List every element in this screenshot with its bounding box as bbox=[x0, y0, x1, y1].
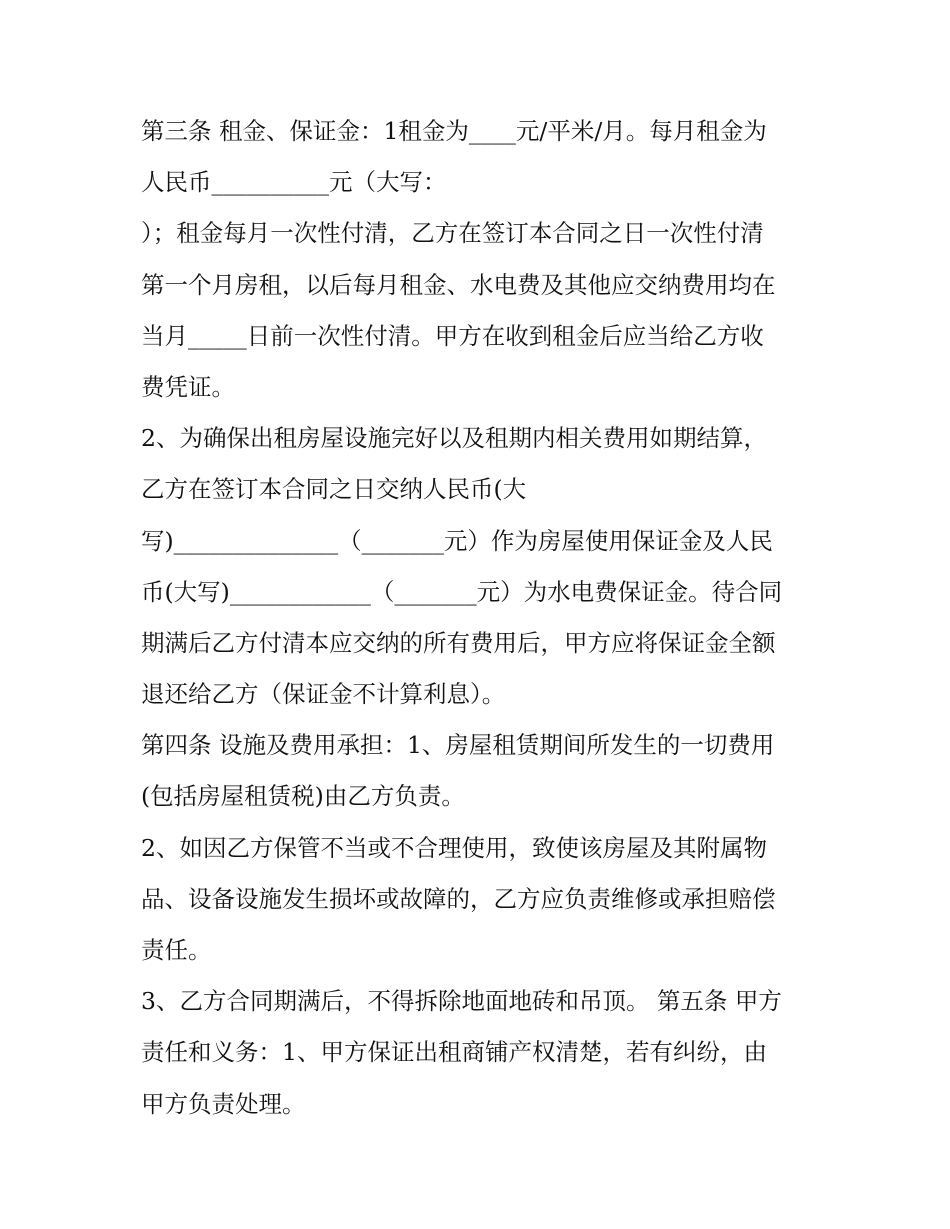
text-line: 2、为确保出租房屋设施完好以及租期内相关费用如期结算， bbox=[141, 424, 767, 453]
text-line: 第四条 设施及费用承担：1、房屋租赁期间所发生的一切费用 bbox=[141, 731, 775, 760]
text-line: 责任。 bbox=[141, 936, 212, 964]
text-line: 当月_____日前一次性付清。甲方在收到租金后应当给乙方收 bbox=[141, 321, 764, 350]
text-line: 第一个月房租，以后每月租金、水电费及其他应交纳费用均在 bbox=[141, 270, 776, 299]
text-line: 3、乙方合同期满后，不得拆除地面地砖和吊顶。 第五条 甲方 bbox=[141, 987, 782, 1016]
text-line: 币(大写)____________（_______元）为水电费保证金。待合同 bbox=[141, 577, 783, 606]
contract-text bbox=[141, 106, 821, 1130]
text-line: 写)______________（_______元）作为房屋使用保证金及人民 bbox=[141, 526, 773, 555]
text-line: 乙方在签订本合同之日交纳人民币(大 bbox=[141, 475, 527, 504]
text-line: 费凭证。 bbox=[141, 372, 235, 401]
text-line: 人民币__________元（大写： bbox=[141, 168, 447, 197]
text-line: 甲方负责处理。 bbox=[141, 1089, 306, 1118]
text-line: 第三条 租金、保证金：1租金为____元/平米/月。每月租金为 bbox=[141, 117, 767, 145]
text-line: ）；租金每月一次性付清，乙方在签订本合同之日一次性付清 bbox=[141, 219, 764, 248]
text-line: 品、设备设施发生损坏或故障的，乙方应负责维修或承担赔偿 bbox=[141, 884, 776, 913]
text-line: 期满后乙方付清本应交纳的所有费用后，甲方应将保证金全额 bbox=[141, 628, 776, 657]
text-line: (包括房屋租赁税)由乙方负责。 bbox=[141, 782, 465, 811]
text-line: 责任和义务：1、甲方保证出租商铺产权清楚，若有纠纷，由 bbox=[141, 1038, 767, 1067]
text-line: 退还给乙方（保证金不计算利息）。 bbox=[141, 680, 506, 709]
text-line: 2、如因乙方保管不当或不合理使用，致使该房屋及其附属物 bbox=[141, 833, 767, 862]
